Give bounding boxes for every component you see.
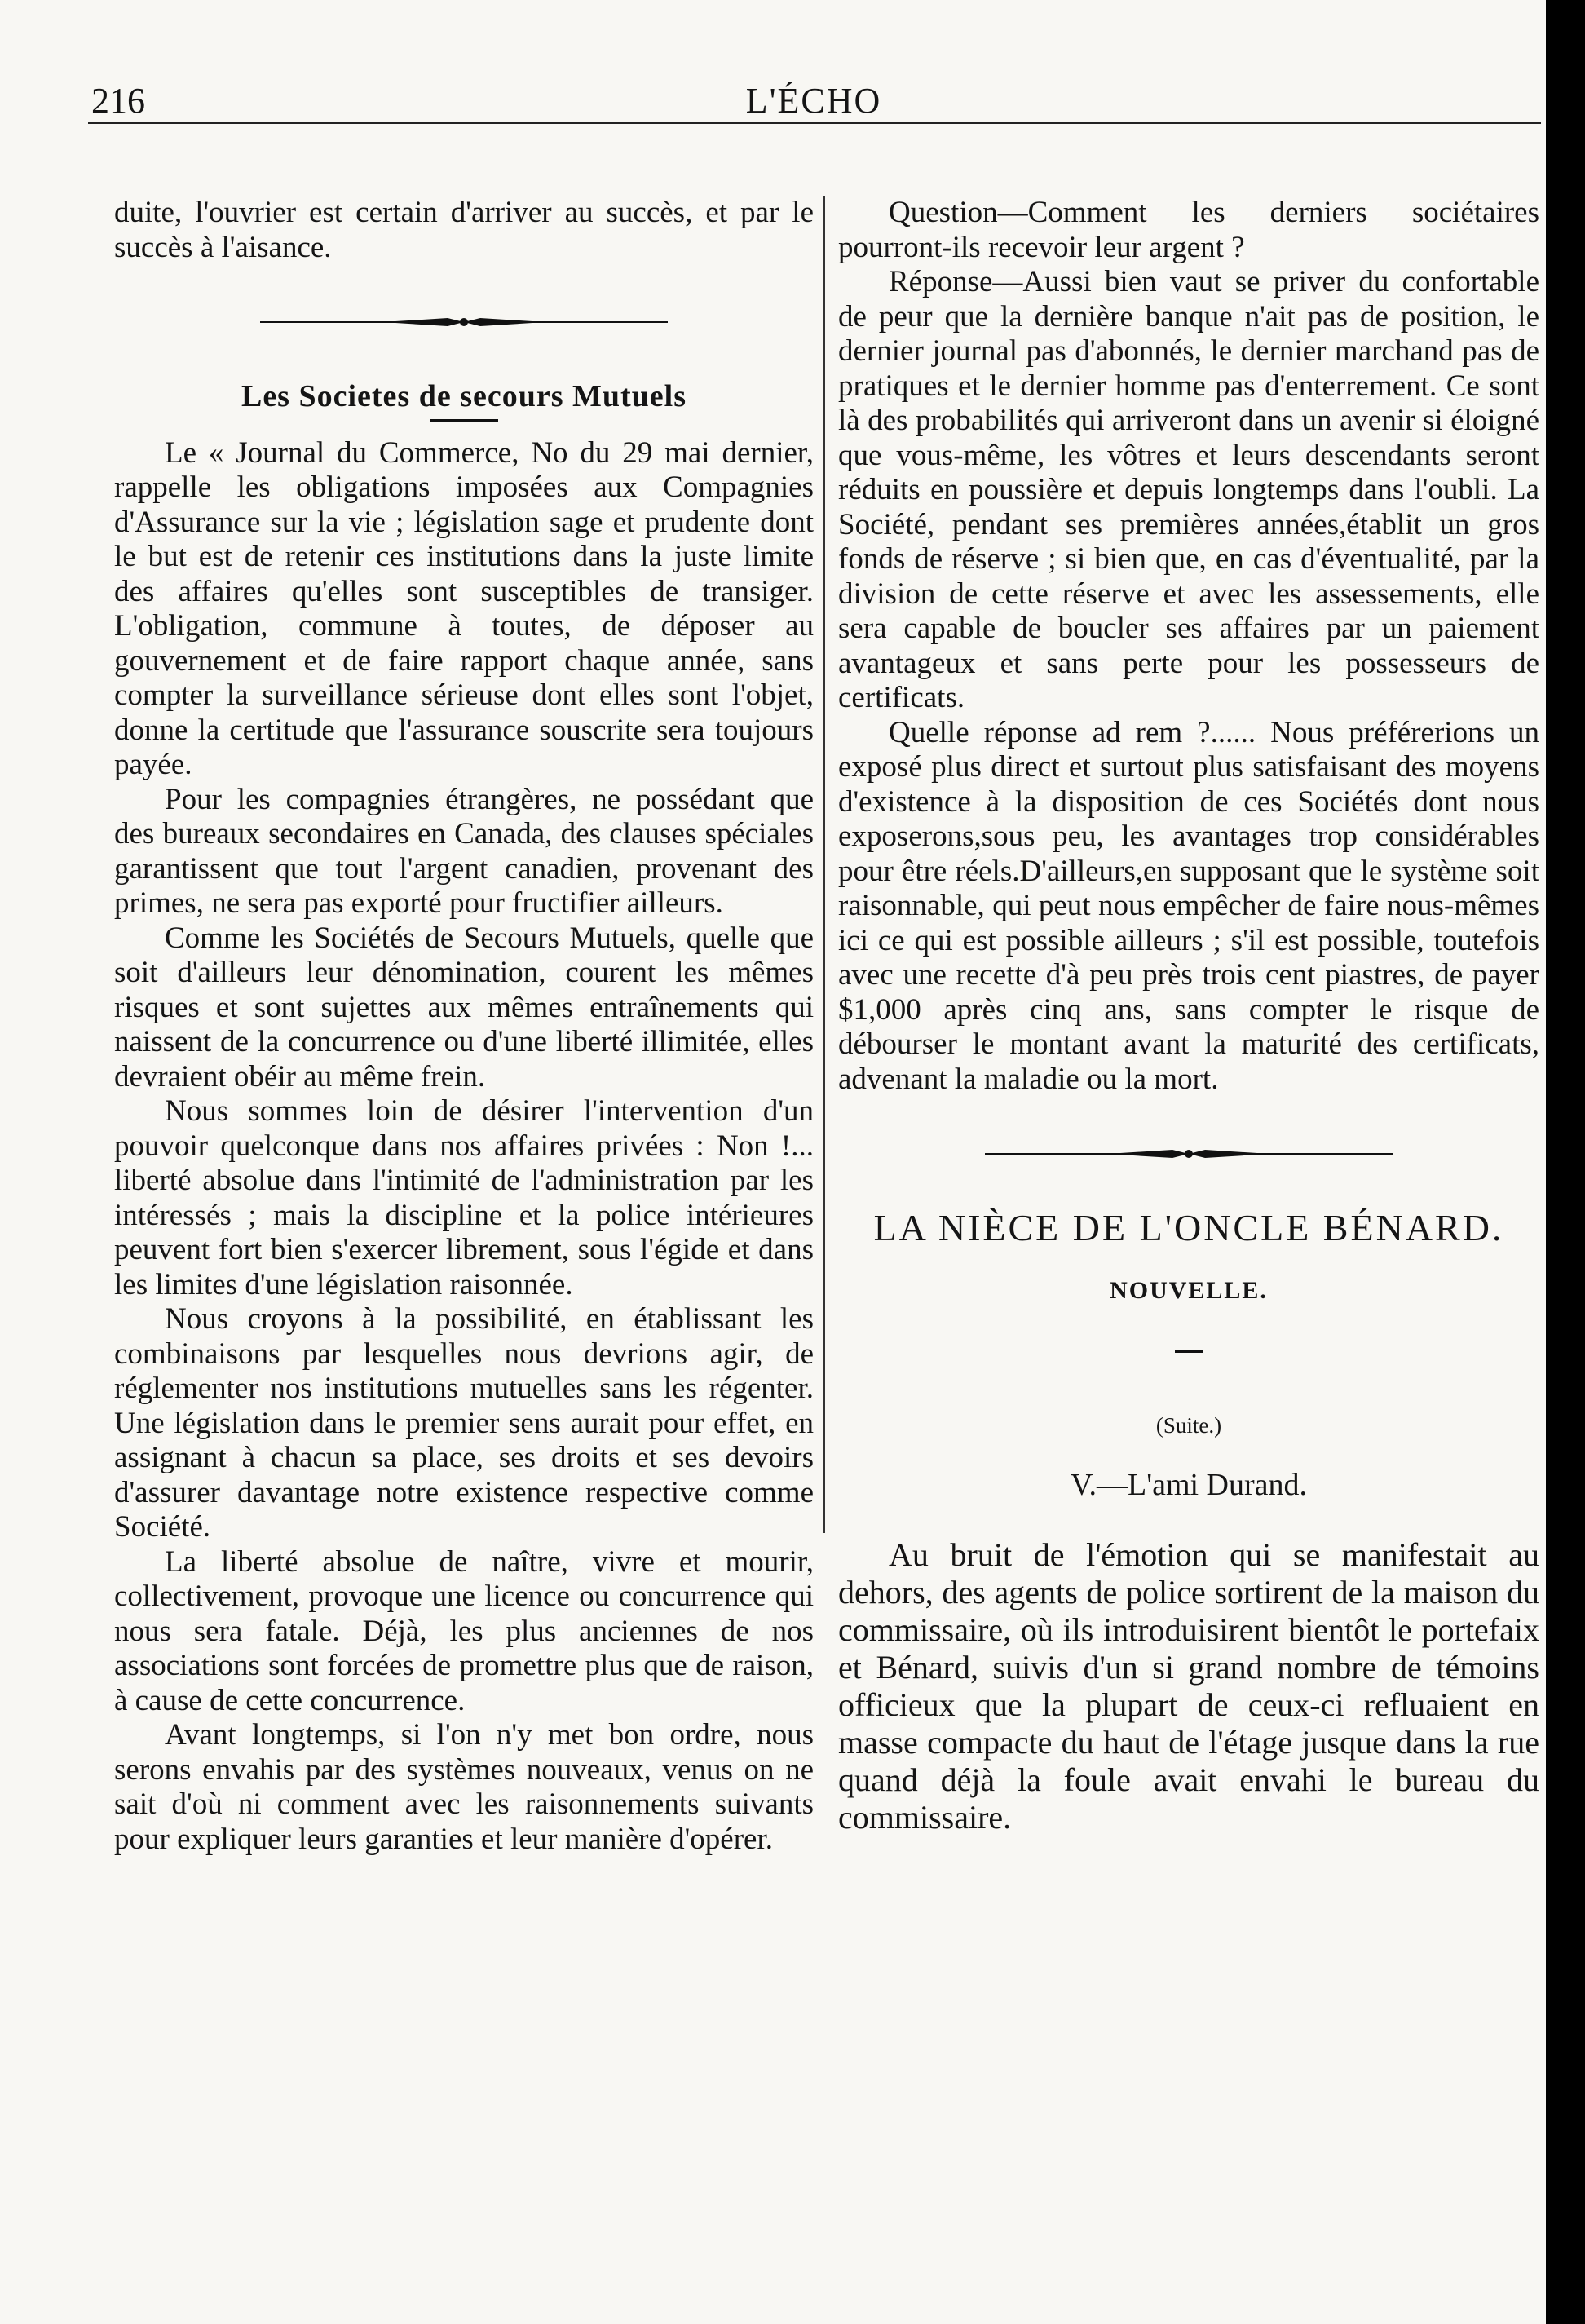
article-paragraph: Avant longtemps, si l'on n'y met bon ordre, nous serons envahis par des systèmes nouveaux, venus on ne sait d'où ni comment avec les raisonnements suivants pour expliquer leurs garanties et leur manière d'opérer.: [114, 1718, 814, 1856]
left-column: [114, 196, 814, 1857]
page-header: [88, 80, 1539, 137]
article-paragraph: Pour les compagnies étrangères, ne possédant que des bureaux secondaires en Canada, des clauses spéciales garantissent que tout l'argent canadien, provenant des primes, ne sera pas exporté pour fructifier ailleurs.: [114, 782, 814, 920]
page-number: 216: [91, 81, 145, 121]
story-genre: NOUVELLE.: [1110, 1276, 1268, 1304]
story-title: LA NIÈCE DE L'ONCLE BÉNARD.: [873, 1207, 1504, 1248]
article-paragraph: Nous sommes loin de désirer l'intervention d'un pouvoir quelconque dans nos affaires privées : Non !... liberté absolue dans l'intimité de l'administration par les intéressés ; mais la discipline et la police intérieures peuvent fort bien s'exercer librement, sous l'égide et dans les limites d'une législation raisonnée.: [114, 1094, 814, 1301]
article-paragraph: Question—Comment les derniers sociétaires pourront-ils recevoir leur argent ?: [838, 196, 1539, 264]
article-paragraph: La liberté absolue de naître, vivre et mourir, collectivement, provoque une licence ou concurrence qui nous sera fatale. Déjà, les plus anciennes de nos associations sont forcées de promettre plus que de raison, à cause de cette concurrence.: [114, 1544, 814, 1717]
continuation-paragraph: duite, l'ouvrier est certain d'arriver au succès, et par le succès à l'aisance.: [114, 196, 814, 264]
scan-edge-bar: [1546, 0, 1585, 2324]
right-column: [838, 196, 1539, 1836]
running-head-title: L'ÉCHO: [745, 81, 882, 121]
article-paragraph: Quelle réponse ad rem ?...... Nous préférerions un exposé plus direct et surtout plus satisfaisant des moyens d'existence à la disposition de ces Sociétés dont nous exposerons,sous peu, les avantages trop considérables pour être réels.D'ailleurs,en supposant que le système soit raisonnable, qui peut nous empêcher de faire nous-mêmes ici ce qui est possible ailleurs ; s'il est possible, toutefois avec une recette d'à peu près trois cent piastres, de payer $1,000 après cinq ans, sans compter le risque de débourser le montant avant la maturité des certificats, advenant la maladie ou la mort.: [838, 715, 1539, 1096]
article-paragraph: Comme les Sociétés de Secours Mutuels, quelle que soit d'ailleurs leur dénomination, courent les mêmes risques et sont sujettes aux mêmes entraînements qui naissent de la concurrence ou d'une liberté illimitée, elles devraient obéir au même frein.: [114, 921, 814, 1094]
story-suite-label: (Suite.): [1155, 1413, 1222, 1438]
column-divider: [823, 196, 825, 1533]
article-paragraph: Nous croyons à la possibilité, en établissant les combinaisons par lesquelles nous devrions agir, de réglementer nos institutions mutuelles sans les régenter. Une législation dans le premier sens aurait pour effet, en assignant à chacun sa place, ses droits et ses devoirs d'assurer davantage notre existence respective comme Société.: [114, 1302, 814, 1544]
chapter-heading: V.—L'ami Durand.: [1070, 1467, 1308, 1502]
header-rule: [88, 122, 1541, 124]
section-title: Les Societes de secours Mutuels: [241, 379, 687, 413]
short-dash: [1175, 1350, 1203, 1353]
ornamental-divider: [985, 1144, 1393, 1164]
article-paragraph: Le « Journal du Commerce, No du 29 mai dernier, rappelle les obligations imposées aux Compagnies d'Assurance sur la vie ; législation sage et prudente dont le but est de retenir ces institutions dans la juste limite des affaires qu'elles sont susceptibles de transiger. L'obligation, commune à toutes, de déposer au gouvernement et de faire rapport chaque année, sans compter la surveillance sérieuse dont elles sont l'objet, donne la certitude que l'assurance souscrite sera toujours payée.: [114, 435, 814, 781]
article-paragraph: Réponse—Aussi bien vaut se priver du confortable de peur que la dernière banque n'ait pas de position, le dernier journal pas d'abonnés, le dernier marchand pas de pratiques et le dernier homme pas d'enterrement. Ce sont là des probabilités qui arriveront dans un avenir si éloigné que vous-même, les vôtres et leurs descendants seront réduits en poussière et depuis longtemps dans l'oubli. La Société, pendant ses premières années,établit un gros fonds de réserve ; si bien que, en cas d'éventualité, par la division de cette réserve et avec les assessements, elle sera capable de boucler ses affaires par un paiement avantageux et sans perte pour les possesseurs de certificats.: [838, 265, 1539, 714]
ornamental-divider: [260, 312, 668, 332]
story-paragraph: Au bruit de l'émotion qui se manifestait au dehors, des agents de police sortirent de la maison du commissaire, où ils introduisirent bientôt le portefaix et Bénard, suivis d'un si grand nombre de témoins officieux que la plupart de ceux-ci refluaient en masse compacte du haut de l'étage jusque dans la rue quand déjà la foule avait envahi le bureau du commissaire.: [838, 1536, 1539, 1836]
title-underline: [430, 419, 498, 422]
